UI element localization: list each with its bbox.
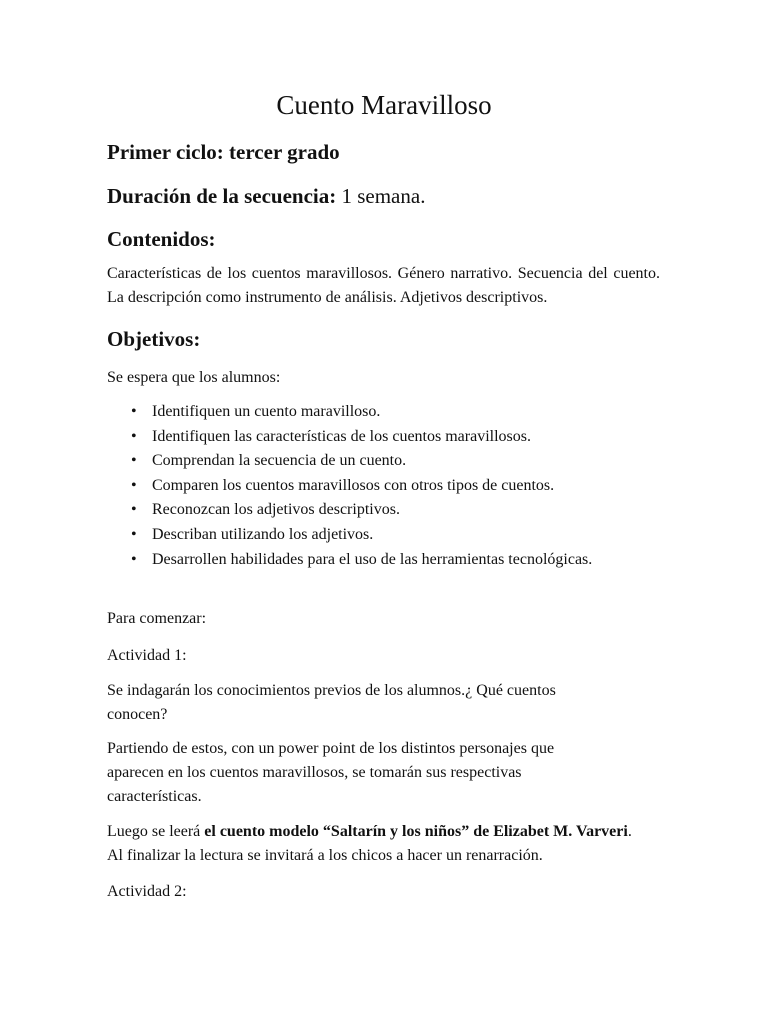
reading-book-title: el cuento modelo “Saltarín y los niños” de Elizabet M. Varveri — [204, 823, 628, 840]
bullet-icon: • — [131, 550, 137, 568]
objective-text: Identifiquen las características de los cuentos maravillosos. — [152, 427, 531, 445]
start-label: Para comenzar: — [107, 610, 207, 627]
list-item — [107, 400, 667, 425]
objectives-heading: Objetivos: — [107, 327, 201, 351]
document-title: Cuento Maravilloso — [276, 90, 492, 120]
bullet-icon: • — [131, 403, 137, 420]
bullet-icon: • — [131, 501, 137, 519]
list-item — [107, 474, 667, 499]
activity-1-label: Actividad 1: — [107, 647, 187, 664]
bullet-icon: • — [131, 525, 137, 543]
duration-label: Duración de la secuencia: — [107, 184, 337, 208]
reading-line-2: Al finalizar la lectura se invitará a los chicos a hacer un renarración. — [107, 847, 543, 864]
duration-line — [107, 182, 425, 210]
objectives-list — [107, 400, 667, 572]
list-item — [107, 425, 667, 450]
list-item — [107, 449, 667, 474]
activity-1-paragraph: Se indagarán los conocimientos previos de los alumnos.¿ Qué cuentos conocen? — [107, 682, 556, 723]
list-item — [107, 498, 667, 523]
objective-text: Reconozcan los adjetivos descriptivos. — [152, 501, 400, 519]
bullet-icon: • — [131, 476, 137, 494]
objective-text: Describan utilizando los adjetivos. — [152, 525, 374, 543]
grade-heading: Primer ciclo: tercer grado — [107, 140, 340, 164]
list-item — [107, 523, 667, 548]
reading-paragraph — [107, 820, 687, 868]
bullet-icon: • — [131, 452, 137, 470]
contents-paragraph: Características de los cuentos maravillosos. Género narrativo. Secuencia del cuento. La descripción como instrumento de análisis. Adjetivos descriptivos. — [107, 265, 660, 306]
reading-suffix: . — [627, 823, 632, 840]
objective-text: Comprendan la secuencia de un cuento. — [152, 452, 407, 470]
objective-text: Desarrollen habilidades para el uso de las herramientas tecnológicas. — [152, 550, 593, 568]
objective-text: Identifiquen un cuento maravilloso. — [152, 403, 381, 420]
bullet-icon: • — [131, 427, 137, 445]
duration-value: 1 semana. — [336, 184, 426, 208]
list-item — [107, 548, 667, 573]
activity-2-label: Actividad 2: — [107, 883, 187, 900]
objective-text: Comparen los cuentos maravillosos con otros tipos de cuentos. — [152, 476, 555, 494]
objectives-intro: Se espera que los alumnos: — [107, 369, 281, 386]
reading-prefix: Luego se leerá — [107, 823, 205, 840]
activity-1-paragraph-2: Partiendo de estos, con un power point de los distintos personajes que aparecen en los cuentos maravillosos, se tomarán sus respectivas características. — [107, 740, 555, 805]
contents-heading: Contenidos: — [107, 227, 216, 251]
